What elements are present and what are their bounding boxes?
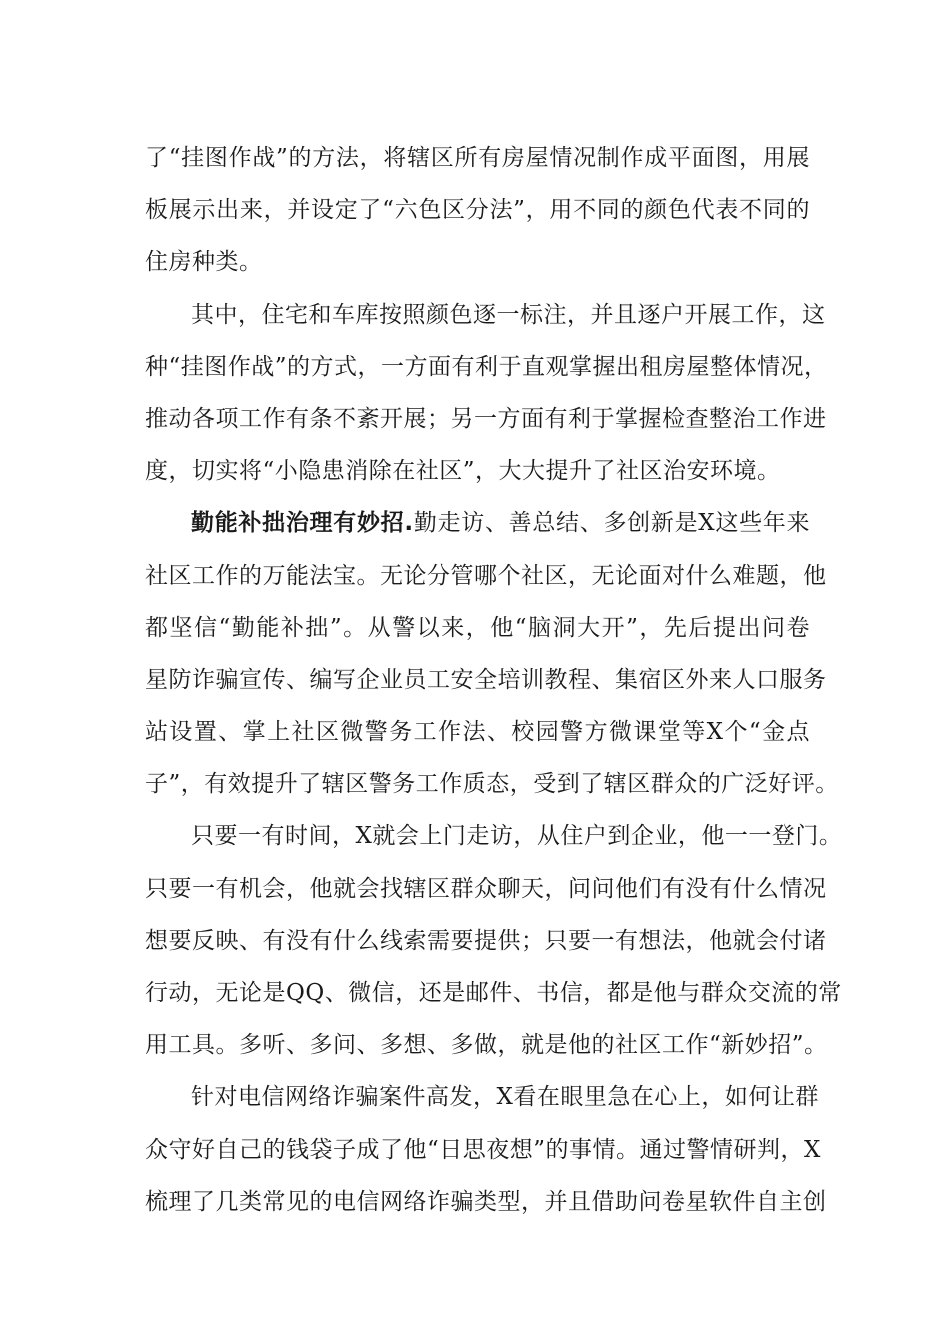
text-line: 推动各项工作有条不紊开展；另一方面有利于掌握检查整治工作进 [145,405,827,432]
text-line: 板展示出来，并设定了“六色区分法”，用不同的颜色代表不同的 [145,197,810,224]
text-line: 只要一有时间，X就会上门走访，从住户到企业，他一一登门。 [191,823,843,850]
text-line: 梳理了几类常见的电信网络诈骗类型，并且借助问卷星软件自主创 [145,1188,827,1215]
text-line-with-heading [145,497,810,549]
section-heading: 勤能补拙治理有妙招. [191,510,414,537]
text-line: 站设置、掌上社区微警务工作法、校园警方微课堂等X个“金点 [145,719,810,746]
text-line: 种“挂图作战”的方式，一方面有利于直观掌握出租房屋整体情况， [145,353,828,380]
document-body [145,132,843,1228]
text-line: 用工具。多听、多问、多想、多做，就是他的社区工作“新妙招”。 [145,1032,828,1059]
text-line: 子”，有效提升了辖区警务工作质态，受到了辖区群众的广泛好评。 [145,771,839,798]
text-line: 只要一有机会，他就会找辖区群众聊天，问问他们有没有什么情况 [145,875,827,902]
text-line: 行动，无论是QQ、微信，还是邮件、书信，都是他与群众交流的常 [145,980,842,1006]
text-line: 想要反映、有没有什么线索需要提供；只要一有想法，他就会付诸 [145,927,827,954]
text-line: 星防诈骗宣传、编写企业员工安全培训教程、集宿区外来人口服务 [145,666,827,693]
text-line: 众守好自己的钱袋子成了他“日思夜想”的事情。通过警情研判，X [145,1136,821,1163]
text-line: 社区工作的万能法宝。无论分管哪个社区，无论面对什么难题，他 [145,562,827,589]
text-line: 住房种类。 [145,249,263,276]
text-line: 其中，住宅和车库按照颜色逐一标注，并且逐户开展工作，这 [191,301,826,328]
text-line: 了“挂图作战”的方法，将辖区所有房屋情况制作成平面图，用展 [145,145,810,171]
text-line: 针对电信网络诈骗案件高发，X看在眼里急在心上，如何让群 [191,1084,819,1111]
text-run: 勤走访、善总结、多创新是X这些年来 [413,510,810,537]
text-line: 都坚信“勤能补拙”。从警以来，他“脑洞大开”，先后提出问卷 [145,614,810,641]
text-line: 度，切实将“小隐患消除在社区”，大大提升了社区治安环境。 [145,458,781,485]
